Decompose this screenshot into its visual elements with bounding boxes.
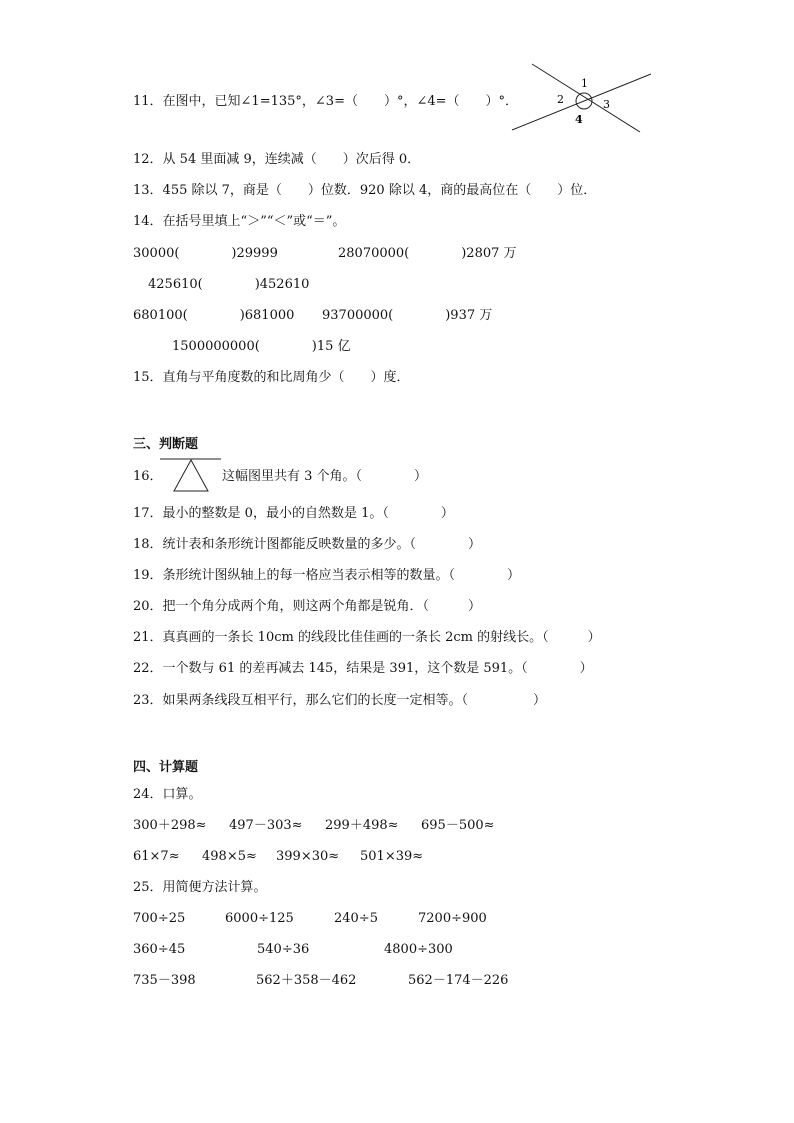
compare-item: 28070000( )2807 万 [338, 246, 517, 261]
calc-item: 240÷5 [334, 911, 378, 926]
question-16-text: 这幅图里共有 3 个角。（ ） [222, 469, 428, 484]
compare-item: 93700000( )937 万 [322, 308, 493, 323]
question-16-number: 16． [133, 469, 163, 484]
question-18-text: 18．统计表和条形统计图都能反映数量的多少。（ ） [133, 537, 482, 552]
question-12-text: 12．从 54 里面减 9，连续减（ ）次后得 0． [133, 152, 421, 167]
angle-label-3: 3 [603, 98, 610, 111]
question-25-text: 25．用简便方法计算。 [133, 880, 267, 895]
compare-item: 680100( )681000 [133, 308, 295, 323]
section-heading-calculation: 四、计算题 [133, 760, 199, 775]
calc-item: 498×5≈ [202, 849, 257, 864]
calc-item: 695－500≈ [421, 818, 495, 833]
question-20-text: 20．把一个角分成两个角，则这两个角都是锐角．（ ） [133, 599, 482, 614]
question-23-text: 23．如果两条线段互相平行，那么它们的长度一定相等。（ ） [133, 693, 547, 708]
calc-item: 6000÷125 [225, 911, 294, 926]
question-11-text: 11．在图中，已知∠1=135°，∠3=（ ）°，∠4=（ ）°． [133, 94, 519, 109]
compare-item: 30000( )29999 [133, 246, 278, 261]
question-13-text: 13．455 除以 7，商是（ ）位数．920 除以 4，商的最高位在（ ）位． [133, 183, 597, 198]
line-a [532, 64, 640, 132]
calc-item: 399×30≈ [276, 849, 340, 864]
question-21-text: 21．真真画的一条长 10cm 的线段比佳佳画的一条长 2cm 的射线长。（ ） [133, 630, 601, 645]
calc-item: 562＋358－462 [256, 973, 357, 988]
angle-label-4: 4 [575, 113, 583, 126]
calc-item: 61×7≈ [133, 849, 180, 864]
calc-item: 299＋498≈ [325, 818, 399, 833]
question-14-text: 14．在括号里填上“＞”“＜”或“＝”。 [133, 214, 346, 229]
angle-label-1: 1 [581, 77, 588, 90]
triangle-shape [174, 460, 208, 491]
calc-item: 540÷36 [257, 942, 310, 957]
calc-item: 4800÷300 [384, 942, 453, 957]
calc-item: 735－398 [133, 973, 196, 988]
question-19-text: 19．条形统计图纵轴上的每一格应当表示相等的数量。（ ） [133, 568, 521, 583]
question-24-text: 24．口算。 [133, 787, 202, 802]
intersecting-lines-figure [505, 62, 655, 137]
section-heading-judgement: 三、判断题 [133, 437, 199, 452]
calc-item: 562－174－226 [408, 973, 509, 988]
compare-item: 1500000000( )15 亿 [172, 339, 351, 354]
calc-item: 360÷45 [133, 942, 186, 957]
calc-item: 501×39≈ [360, 849, 424, 864]
calc-item: 700÷25 [133, 911, 186, 926]
compare-item: 425610( )452610 [148, 277, 310, 292]
question-22-text: 22．一个数与 61 的差再减去 145，结果是 391，这个数是 591。（ ） [133, 661, 593, 676]
question-15-text: 15．直角与平角度数的和比周角少（ ）度． [133, 370, 410, 385]
calc-item: 497－303≈ [229, 818, 303, 833]
calc-item: 300＋298≈ [133, 818, 207, 833]
triangle-figure [160, 458, 222, 494]
calc-item: 7200÷900 [418, 911, 487, 926]
angle-label-2: 2 [557, 93, 564, 106]
question-17-text: 17．最小的整数是 0，最小的自然数是 1。（ ） [133, 506, 454, 521]
